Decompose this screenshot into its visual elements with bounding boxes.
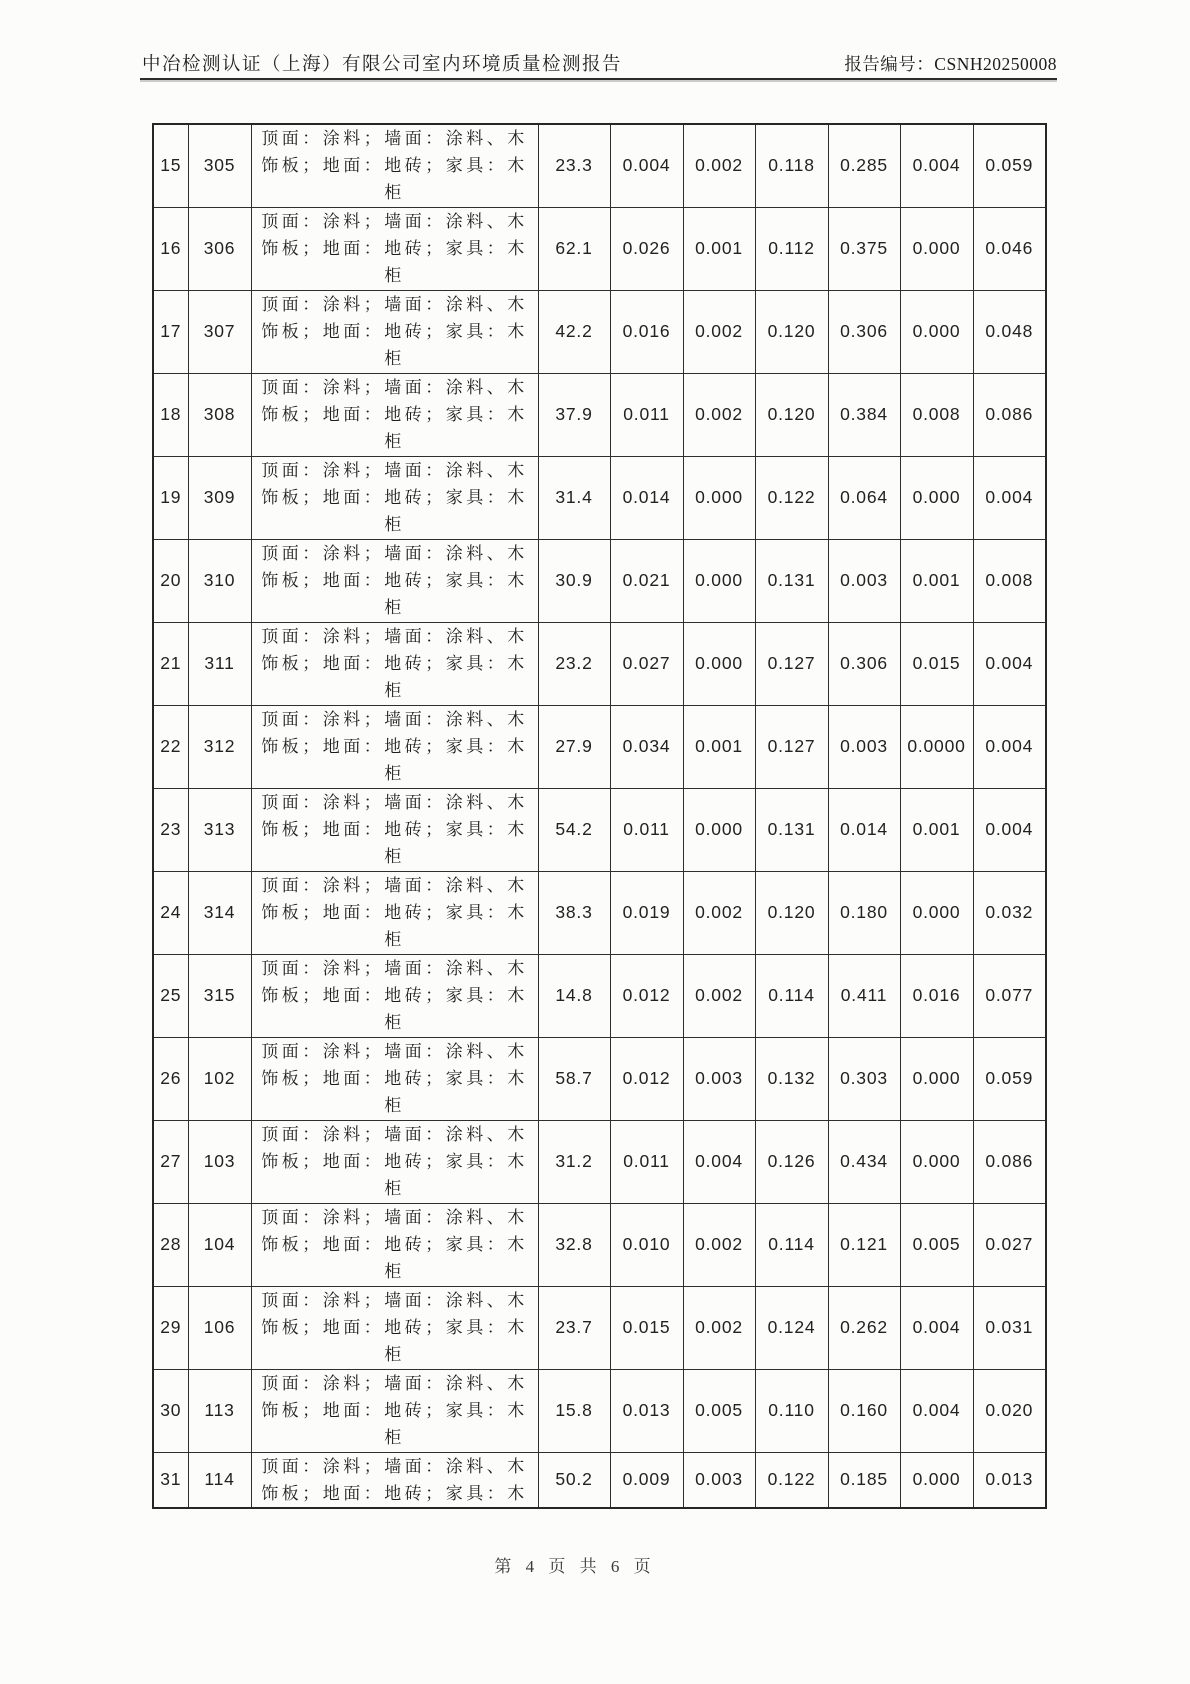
value-cell: 23.3	[538, 124, 610, 207]
value-cell: 0.003	[683, 1037, 755, 1120]
materials-description-line: 饰板；地面：地砖；家具：木	[261, 239, 528, 258]
table-row	[153, 456, 1046, 539]
value-cell: 0.004	[973, 705, 1046, 788]
value-cell: 23.7	[538, 1286, 610, 1369]
value-cell: 0.434	[828, 1120, 900, 1203]
value-cell: 0.004	[683, 1120, 755, 1203]
value-cell: 0.005	[683, 1369, 755, 1452]
company-report-title: 中冶检测认证（上海）有限公司室内环境质量检测报告	[142, 55, 623, 75]
row-number-cell: 16	[153, 207, 188, 290]
row-number-cell: 25	[153, 954, 188, 1037]
materials-description-line: 饰板；地面：地砖；家具：木	[261, 1152, 528, 1171]
value-cell: 0.303	[828, 1037, 900, 1120]
materials-description-line: 顶面：涂料；墙面：涂料、木	[261, 1208, 528, 1227]
value-cell: 0.011	[610, 788, 683, 871]
materials-description-line: 柜	[384, 1428, 405, 1447]
materials-description-line: 顶面：涂料；墙面：涂料、木	[261, 212, 528, 231]
value-cell: 0.059	[973, 124, 1046, 207]
value-cell: 0.124	[755, 1286, 828, 1369]
header-divider	[140, 78, 1057, 80]
value-cell: 0.112	[755, 207, 828, 290]
value-cell: 0.118	[755, 124, 828, 207]
value-cell: 0.375	[828, 207, 900, 290]
value-cell: 0.014	[610, 456, 683, 539]
materials-description-cell	[251, 1369, 538, 1452]
materials-description-line: 柜	[384, 1262, 405, 1281]
table-row	[153, 1286, 1046, 1369]
materials-description-cell	[251, 207, 538, 290]
value-cell: 0.019	[610, 871, 683, 954]
value-cell: 0.077	[973, 954, 1046, 1037]
materials-description-line: 饰板；地面：地砖；家具：木	[261, 405, 528, 424]
materials-description-line: 柜	[384, 681, 405, 700]
room-number-cell: 312	[188, 705, 251, 788]
materials-description-line: 柜	[384, 598, 405, 617]
materials-description-line: 饰板；地面：地砖；家具：木	[261, 1235, 528, 1254]
materials-description-line: 顶面：涂料；墙面：涂料、木	[261, 1125, 528, 1144]
value-cell: 0.000	[683, 622, 755, 705]
value-cell: 0.411	[828, 954, 900, 1037]
value-cell: 0.384	[828, 373, 900, 456]
value-cell: 0.026	[610, 207, 683, 290]
value-cell: 54.2	[538, 788, 610, 871]
value-cell: 0.011	[610, 373, 683, 456]
value-cell: 0.004	[900, 1369, 973, 1452]
materials-description-cell	[251, 1037, 538, 1120]
materials-description-line: 柜	[384, 266, 405, 285]
value-cell: 0.009	[610, 1452, 683, 1508]
materials-description-cell	[251, 290, 538, 373]
materials-description-line: 饰板；地面：地砖；家具：木	[261, 1318, 528, 1337]
value-cell: 0.306	[828, 290, 900, 373]
value-cell: 0.008	[973, 539, 1046, 622]
materials-description-line: 顶面：涂料；墙面：涂料、木	[261, 461, 528, 480]
materials-description-line: 顶面：涂料；墙面：涂料、木	[261, 1291, 528, 1310]
materials-description-line: 饰板；地面：地砖；家具：木	[261, 820, 528, 839]
materials-description-line: 饰板；地面：地砖；家具：木	[261, 903, 528, 922]
table-row	[153, 1452, 1046, 1508]
value-cell: 31.4	[538, 456, 610, 539]
value-cell: 0.110	[755, 1369, 828, 1452]
value-cell: 0.012	[610, 954, 683, 1037]
materials-description-line: 顶面：涂料；墙面：涂料、木	[261, 295, 528, 314]
value-cell: 0.086	[973, 373, 1046, 456]
materials-description-line: 顶面：涂料；墙面：涂料、木	[261, 876, 528, 895]
value-cell: 0.011	[610, 1120, 683, 1203]
room-number-cell: 103	[188, 1120, 251, 1203]
value-cell: 0.000	[900, 1120, 973, 1203]
materials-description-cell	[251, 871, 538, 954]
row-number-cell: 20	[153, 539, 188, 622]
table-row	[153, 788, 1046, 871]
value-cell: 0.001	[900, 788, 973, 871]
value-cell: 0.013	[610, 1369, 683, 1452]
value-cell: 0.131	[755, 539, 828, 622]
materials-description-cell	[251, 124, 538, 207]
value-cell: 62.1	[538, 207, 610, 290]
materials-description-line: 柜	[384, 1179, 405, 1198]
value-cell: 0.020	[973, 1369, 1046, 1452]
room-number-cell: 305	[188, 124, 251, 207]
value-cell: 31.2	[538, 1120, 610, 1203]
value-cell: 30.9	[538, 539, 610, 622]
value-cell: 0.002	[683, 1286, 755, 1369]
results-table-body	[153, 124, 1046, 1508]
value-cell: 38.3	[538, 871, 610, 954]
value-cell: 0.032	[973, 871, 1046, 954]
materials-description-line: 柜	[384, 1096, 405, 1115]
materials-description-line: 柜	[384, 432, 405, 451]
value-cell: 0.285	[828, 124, 900, 207]
materials-description-line: 柜	[384, 764, 405, 783]
room-number-cell: 315	[188, 954, 251, 1037]
materials-description-cell	[251, 539, 538, 622]
value-cell: 0.003	[828, 539, 900, 622]
value-cell: 58.7	[538, 1037, 610, 1120]
value-cell: 0.021	[610, 539, 683, 622]
value-cell: 0.131	[755, 788, 828, 871]
value-cell: 0.004	[900, 124, 973, 207]
value-cell: 0.015	[900, 622, 973, 705]
value-cell: 0.000	[683, 539, 755, 622]
table-row	[153, 373, 1046, 456]
room-number-cell: 313	[188, 788, 251, 871]
materials-description-line: 顶面：涂料；墙面：涂料、木	[261, 959, 528, 978]
table-row	[153, 290, 1046, 373]
table-row	[153, 124, 1046, 207]
materials-description-line: 饰板；地面：地砖；家具：木	[261, 737, 528, 756]
materials-description-line: 柜	[384, 1013, 405, 1032]
room-number-cell: 104	[188, 1203, 251, 1286]
page-header	[142, 50, 1057, 76]
value-cell: 27.9	[538, 705, 610, 788]
room-number-cell: 113	[188, 1369, 251, 1452]
room-number-cell: 114	[188, 1452, 251, 1508]
value-cell: 0.004	[900, 1286, 973, 1369]
value-cell: 0.002	[683, 124, 755, 207]
materials-description-cell	[251, 456, 538, 539]
materials-description-line: 顶面：涂料；墙面：涂料、木	[261, 1456, 528, 1476]
value-cell: 0.059	[973, 1037, 1046, 1120]
materials-description-cell	[251, 705, 538, 788]
table-row	[153, 871, 1046, 954]
value-cell: 0.120	[755, 373, 828, 456]
value-cell: 0.000	[900, 1037, 973, 1120]
row-number-cell: 23	[153, 788, 188, 871]
value-cell: 0.120	[755, 871, 828, 954]
value-cell: 42.2	[538, 290, 610, 373]
materials-description-line: 饰板；地面：地砖；家具：木	[261, 986, 528, 1005]
row-number-cell: 30	[153, 1369, 188, 1452]
materials-description-line: 饰板；地面：地砖；家具：木	[261, 1401, 528, 1420]
row-number-cell: 19	[153, 456, 188, 539]
value-cell: 0.262	[828, 1286, 900, 1369]
results-table	[152, 123, 1047, 1509]
row-number-cell: 29	[153, 1286, 188, 1369]
row-number-cell: 28	[153, 1203, 188, 1286]
value-cell: 0.000	[900, 871, 973, 954]
value-cell: 0.000	[683, 788, 755, 871]
value-cell: 0.002	[683, 290, 755, 373]
materials-description-line: 柜	[384, 183, 405, 203]
value-cell: 14.8	[538, 954, 610, 1037]
materials-description-cell	[251, 1203, 538, 1286]
value-cell: 0.002	[683, 1203, 755, 1286]
materials-description-line: 饰板；地面：地砖；家具：木	[261, 654, 528, 673]
materials-description-line: 饰板；地面：地砖；家具：木	[261, 1483, 528, 1503]
table-row	[153, 1369, 1046, 1452]
value-cell: 0.016	[610, 290, 683, 373]
row-number-cell: 21	[153, 622, 188, 705]
materials-description-line: 顶面：涂料；墙面：涂料、木	[261, 544, 528, 563]
row-number-cell: 22	[153, 705, 188, 788]
value-cell: 0.132	[755, 1037, 828, 1120]
value-cell: 0.120	[755, 290, 828, 373]
value-cell: 0.034	[610, 705, 683, 788]
page-number: 第 4 页 共 6 页	[494, 1557, 656, 1576]
room-number-cell: 308	[188, 373, 251, 456]
materials-description-line: 柜	[384, 930, 405, 949]
value-cell: 0.027	[610, 622, 683, 705]
materials-description-cell	[251, 1286, 538, 1369]
value-cell: 0.002	[683, 871, 755, 954]
value-cell: 50.2	[538, 1452, 610, 1508]
value-cell: 37.9	[538, 373, 610, 456]
value-cell: 0.086	[973, 1120, 1046, 1203]
value-cell: 0.027	[973, 1203, 1046, 1286]
value-cell: 0.122	[755, 1452, 828, 1508]
value-cell: 0.048	[973, 290, 1046, 373]
value-cell: 0.114	[755, 1203, 828, 1286]
room-number-cell: 102	[188, 1037, 251, 1120]
materials-description-line: 顶面：涂料；墙面：涂料、木	[261, 1374, 528, 1393]
materials-description-line: 顶面：涂料；墙面：涂料、木	[261, 378, 528, 397]
value-cell: 0.160	[828, 1369, 900, 1452]
value-cell: 0.031	[973, 1286, 1046, 1369]
value-cell: 0.064	[828, 456, 900, 539]
value-cell: 0.114	[755, 954, 828, 1037]
room-number-cell: 311	[188, 622, 251, 705]
room-number-cell: 306	[188, 207, 251, 290]
value-cell: 15.8	[538, 1369, 610, 1452]
room-number-cell: 314	[188, 871, 251, 954]
value-cell: 0.002	[683, 373, 755, 456]
materials-description-line: 顶面：涂料；墙面：涂料、木	[261, 129, 528, 149]
value-cell: 0.002	[683, 954, 755, 1037]
materials-description-line: 顶面：涂料；墙面：涂料、木	[261, 793, 528, 812]
value-cell: 0.016	[900, 954, 973, 1037]
table-row	[153, 539, 1046, 622]
value-cell: 0.185	[828, 1452, 900, 1508]
table-row	[153, 622, 1046, 705]
value-cell: 0.003	[683, 1452, 755, 1508]
value-cell: 0.005	[900, 1203, 973, 1286]
value-cell: 0.0000	[900, 705, 973, 788]
value-cell: 0.001	[900, 539, 973, 622]
table-row	[153, 1203, 1046, 1286]
materials-description-cell	[251, 954, 538, 1037]
value-cell: 0.122	[755, 456, 828, 539]
row-number-cell: 27	[153, 1120, 188, 1203]
row-number-cell: 18	[153, 373, 188, 456]
value-cell: 0.004	[973, 456, 1046, 539]
room-number-cell: 310	[188, 539, 251, 622]
table-row	[153, 705, 1046, 788]
value-cell: 0.000	[683, 456, 755, 539]
value-cell: 0.306	[828, 622, 900, 705]
value-cell: 0.008	[900, 373, 973, 456]
value-cell: 0.000	[900, 456, 973, 539]
value-cell: 0.004	[973, 622, 1046, 705]
table-row	[153, 1120, 1046, 1203]
value-cell: 0.180	[828, 871, 900, 954]
value-cell: 0.015	[610, 1286, 683, 1369]
materials-description-line: 饰板；地面：地砖；家具：木	[261, 156, 528, 176]
value-cell: 0.121	[828, 1203, 900, 1286]
value-cell: 0.127	[755, 622, 828, 705]
value-cell: 0.004	[610, 124, 683, 207]
table-row	[153, 207, 1046, 290]
value-cell: 0.003	[828, 705, 900, 788]
value-cell: 0.010	[610, 1203, 683, 1286]
value-cell: 32.8	[538, 1203, 610, 1286]
materials-description-line: 柜	[384, 847, 405, 866]
row-number-cell: 15	[153, 124, 188, 207]
materials-description-line: 柜	[384, 1345, 405, 1364]
materials-description-line: 顶面：涂料；墙面：涂料、木	[261, 627, 528, 646]
value-cell: 23.2	[538, 622, 610, 705]
value-cell: 0.001	[683, 207, 755, 290]
value-cell: 0.127	[755, 705, 828, 788]
materials-description-cell	[251, 373, 538, 456]
value-cell: 0.001	[683, 705, 755, 788]
row-number-cell: 24	[153, 871, 188, 954]
value-cell: 0.000	[900, 207, 973, 290]
materials-description-line: 顶面：涂料；墙面：涂料、木	[261, 710, 528, 729]
value-cell: 0.126	[755, 1120, 828, 1203]
row-number-cell: 17	[153, 290, 188, 373]
value-cell: 0.014	[828, 788, 900, 871]
value-cell: 0.012	[610, 1037, 683, 1120]
value-cell: 0.000	[900, 1452, 973, 1508]
materials-description-line: 饰板；地面：地砖；家具：木	[261, 322, 528, 341]
value-cell: 0.000	[900, 290, 973, 373]
materials-description-cell	[251, 788, 538, 871]
materials-description-line: 柜	[384, 349, 405, 368]
value-cell: 0.004	[973, 788, 1046, 871]
materials-description-line: 饰板；地面：地砖；家具：木	[261, 488, 528, 507]
room-number-cell: 307	[188, 290, 251, 373]
room-number-cell: 309	[188, 456, 251, 539]
materials-description-line: 顶面：涂料；墙面：涂料、木	[261, 1042, 528, 1061]
table-row	[153, 1037, 1046, 1120]
room-number-cell: 106	[188, 1286, 251, 1369]
materials-description-cell	[251, 622, 538, 705]
table-row	[153, 954, 1046, 1037]
row-number-cell: 26	[153, 1037, 188, 1120]
value-cell: 0.046	[973, 207, 1046, 290]
materials-description-cell	[251, 1120, 538, 1203]
row-number-cell: 31	[153, 1452, 188, 1508]
report-number: 报告编号：CSNH20250008	[844, 54, 1057, 74]
materials-description-cell	[251, 1452, 538, 1508]
materials-description-line: 柜	[384, 515, 405, 534]
materials-description-line: 饰板；地面：地砖；家具：木	[261, 1069, 528, 1088]
value-cell: 0.013	[973, 1452, 1046, 1508]
materials-description-line: 饰板；地面：地砖；家具：木	[261, 571, 528, 590]
